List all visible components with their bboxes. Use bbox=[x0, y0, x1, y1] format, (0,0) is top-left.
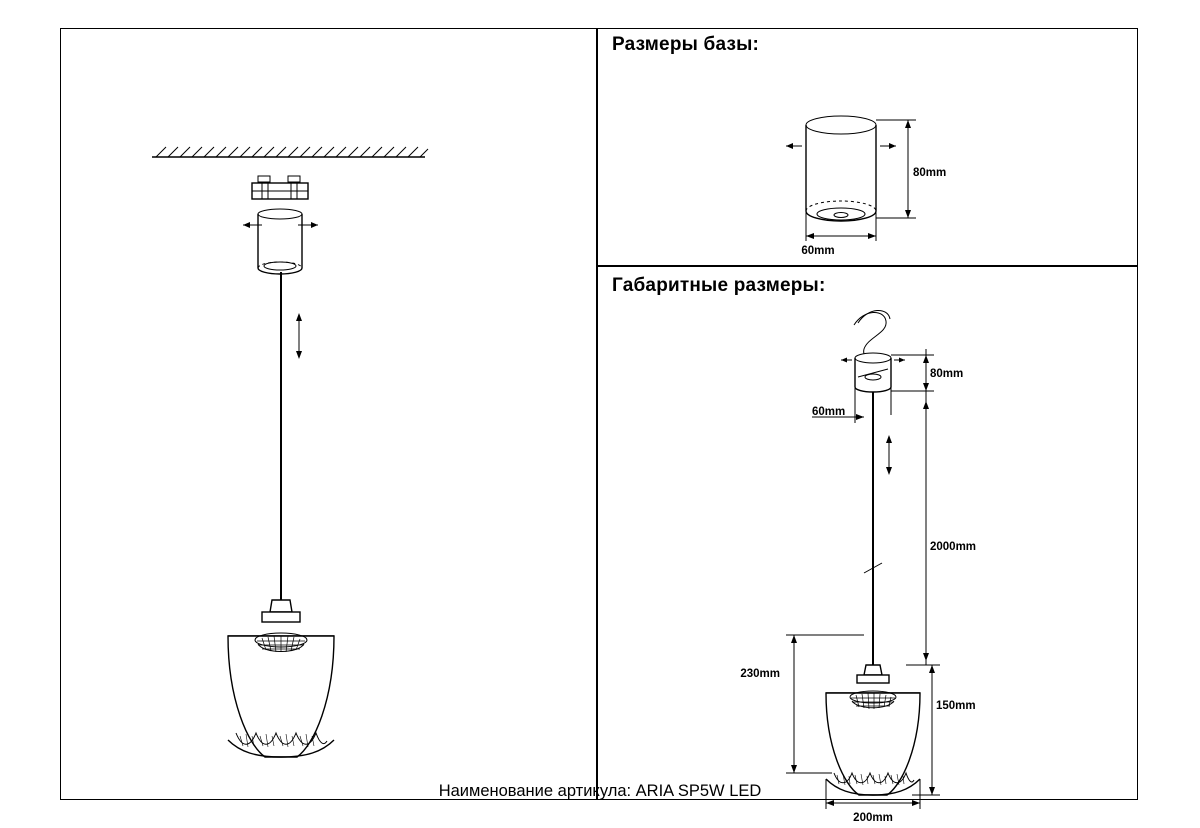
main-assembly-drawing bbox=[0, 0, 600, 800]
base-diameter-label: 60mm bbox=[801, 245, 835, 257]
base-body bbox=[806, 116, 876, 221]
overall-base-height-dimension bbox=[891, 349, 963, 397]
article-caption: Наименование артикула: ARIA SP5W LED bbox=[438, 782, 762, 800]
height-adjust-arrow bbox=[296, 313, 302, 359]
overall-base-height-label: 80mm bbox=[930, 368, 964, 380]
overall-base-body bbox=[855, 353, 891, 392]
shade-drop-label: 230mm bbox=[740, 668, 780, 680]
shade-height-label: 150mm bbox=[936, 700, 976, 712]
mounting-bracket bbox=[252, 176, 308, 199]
shade-assembly bbox=[228, 600, 334, 757]
overall-dimension-drawing bbox=[596, 265, 1138, 824]
overall-height-adjust-arrow bbox=[886, 435, 892, 475]
ceiling-line bbox=[152, 147, 428, 157]
overall-shade-assembly bbox=[826, 665, 920, 795]
base-width-arrow bbox=[243, 222, 318, 228]
cord-length-label: 2000mm bbox=[930, 541, 977, 553]
cord-length-dimension bbox=[923, 397, 976, 665]
shade-diameter-label: 200mm bbox=[853, 812, 893, 824]
overall-suspension-cord bbox=[864, 392, 882, 665]
overall-panel-title: Габаритные размеры: bbox=[612, 275, 826, 296]
ceiling-break-symbol bbox=[854, 310, 890, 358]
base-height-label: 80mm bbox=[913, 167, 947, 179]
overall-base-diameter-label: 60mm bbox=[812, 406, 846, 418]
base-height-dimension bbox=[876, 120, 946, 218]
base-panel-title: Размеры базы: bbox=[612, 34, 760, 55]
base-dimension-drawing bbox=[596, 28, 1138, 265]
base-cylinder bbox=[258, 209, 302, 274]
base-width-indicator bbox=[786, 143, 896, 149]
